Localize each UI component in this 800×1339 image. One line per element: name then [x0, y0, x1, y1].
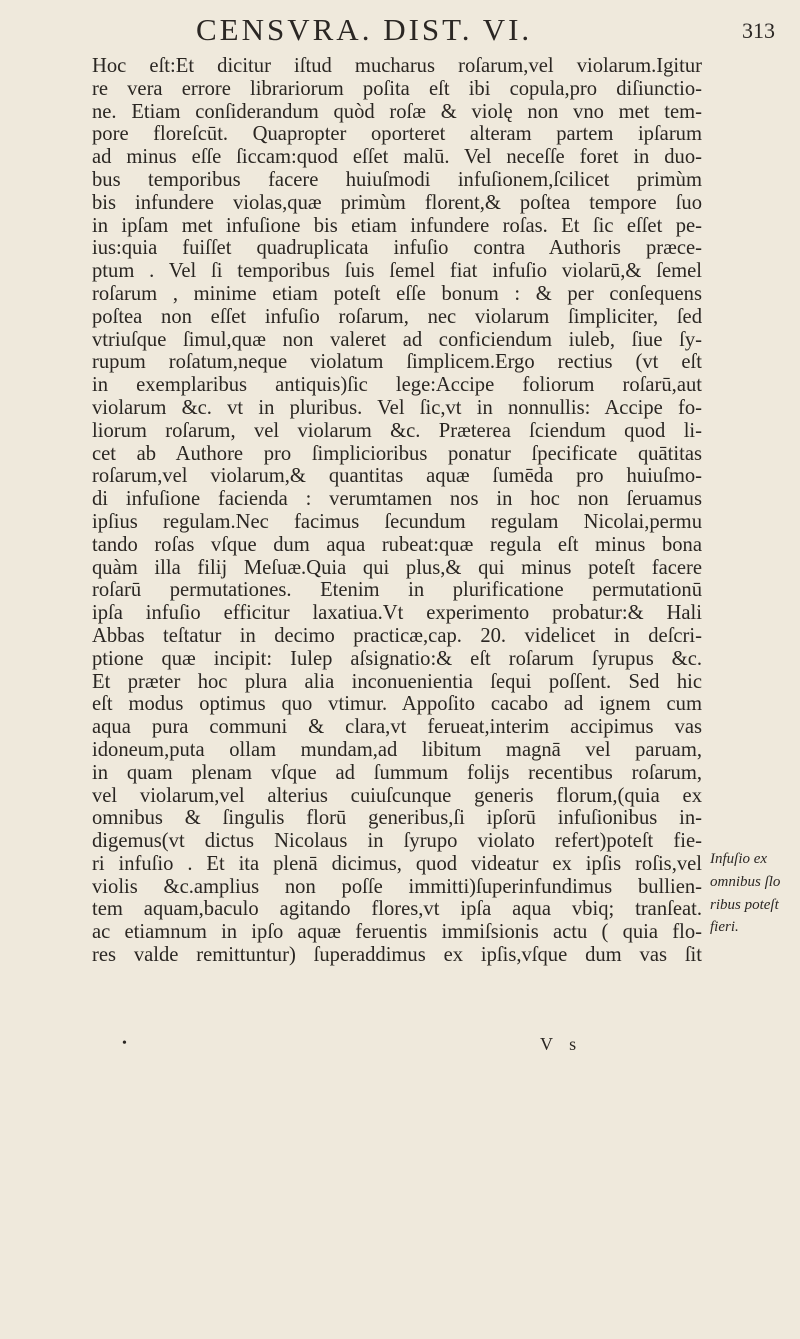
- margin-note-line: ribus poteſt: [710, 896, 779, 913]
- text-line: vel violarum,vel alterius cuiuſcunque generis florum,(quia ex: [92, 784, 702, 807]
- text-line: digemus(vt dictus Nicolaus in ſyrupo violato refert)poteſt fie-: [92, 830, 702, 853]
- page-number: 313: [742, 18, 775, 43]
- text-line: tem aquam,baculo agitando flores,vt ipſa aqua vbiq; tranſeat.: [92, 898, 702, 921]
- margin-note-line: Infuſio ex: [710, 851, 768, 867]
- text-line: poſtea non eſſet infuſio roſarum, nec violarum ſimpliciter, ſed: [92, 305, 702, 328]
- text-line: in ipſam met infuſione bis etiam infundere roſas. Et ſic eſſet pe-: [92, 214, 702, 237]
- text-line: aqua pura communi & clara,vt ferueat,interim accipimus vas: [92, 716, 702, 739]
- text-line: roſarū permutationes. Etenim in plurificatione permutationū: [92, 579, 702, 602]
- text-line: quàm illa filij Meſuæ.Quia qui plus,& qui minus poteſt facere: [92, 556, 702, 579]
- text-line: ptum . Vel ſi temporibus ſuis ſemel fiat infuſio violarū,& ſemel: [92, 260, 702, 283]
- text-line: violarum &c. vt in pluribus. Vel ſic,vt in nonnullis: Accipe fo-: [92, 396, 702, 419]
- text-line: omnibus & ſingulis florū generibus,ſi ipſorū infuſionibus in-: [92, 807, 702, 830]
- text-line: in quam plenam vſque ad ſummum folijs recentibus roſarum,: [92, 761, 702, 784]
- running-title: CENSVRA. DIST. VI.: [196, 12, 533, 47]
- text-line: ius:quia fuiſſet quadruplicata infuſio contra Authoris præce-: [92, 237, 702, 260]
- text-line: rupum roſatum,neque violatum ſimplicem.Ergo rectius (vt eſt: [92, 351, 702, 374]
- margin-note-line: fieri.: [710, 919, 739, 936]
- text-line: roſarum , minime etiam poteſt eſſe bonum : & per conſequens: [92, 282, 702, 305]
- text-line: di infuſione facienda : verumtamen nos in hoc non ſeruamus: [92, 488, 702, 511]
- text-line: liorum roſarum, vel violarum &c. Præterea ſciendum quod li-: [92, 419, 702, 442]
- text-line: re vera errore librariorum poſita eſt ibi copula,pro diſiunctio-: [92, 77, 702, 100]
- text-line: bus temporibus facere huiuſmodi infuſionem,ſcilicet primùm: [92, 168, 702, 191]
- footer-dot: •: [122, 1036, 127, 1051]
- text-line: idoneum,puta ollam mundam,ad libitum magnā vel paruam,: [92, 738, 702, 761]
- margin-note-line: omnibus ſlo: [710, 873, 781, 890]
- text-line: eſt modus optimus quo vtimur. Appoſito cacabo ad ignem cum: [92, 693, 702, 716]
- text-line: roſarum,vel violarum,& quantitas aquæ ſumēda pro huiuſmo-: [92, 465, 702, 488]
- text-line: ipſa infuſio efficitur laxatiua.Vt experimento probatur:& Hali: [92, 602, 702, 625]
- text-line: Abbas teſtatur in decimo practicæ,cap. 20. videlicet in deſcri-: [92, 624, 702, 647]
- text-line: ad minus eſſe ſiccam:quod eſſet malū. Vel neceſſe foret in duo-: [92, 146, 702, 169]
- page-header: [0, 12, 800, 52]
- text-line: cet ab Authore pro ſimplicioribus ponatur ſpecificate quātitas: [92, 442, 702, 465]
- body-text: [92, 55, 702, 967]
- signature-mark: V s: [540, 1034, 583, 1054]
- text-line: res valde remittuntur) ſuperaddimus ex ipſis,vſque dum vas ſit: [92, 944, 702, 967]
- text-line: bis infundere violas,quæ primùm florent,& poſtea tempore ſuo: [92, 191, 702, 214]
- text-line: Et præter hoc plura alia inconuenientia ſequi poſſent. Sed hic: [92, 670, 702, 693]
- text-line: ac etiamnum in ipſo aquæ feruentis immiſsionis actu ( quia flo-: [92, 921, 702, 944]
- text-line: Hoc eſt:Et dicitur iſtud mucharus roſarum,vel violarum.Igitur: [92, 55, 702, 77]
- text-line: pore floreſcūt. Quapropter oporteret alteram partem ipſarum: [92, 123, 702, 146]
- margin-notes: [710, 848, 796, 939]
- text-line: ri infuſio . Et ita plenā dicimus, quod videatur ex ipſis roſis,vel: [92, 852, 702, 875]
- text-line: ne. Etiam conſiderandum quòd roſæ & violę non vno met tem-: [92, 100, 702, 123]
- text-line: ptione quæ incipit: Iulep aſsignatio:& eſt roſarum ſyrupus &c.: [92, 647, 702, 670]
- text-line: violis &c.amplius non poſſe immitti)ſuperinfundimus bullien-: [92, 875, 702, 898]
- text-line: tando roſas vſque dum aqua rubeat:quæ regula eſt minus bona: [92, 533, 702, 556]
- text-line: in exemplaribus antiquis)ſic lege:Accipe foliorum roſarū,aut: [92, 374, 702, 397]
- text-line: ipſius regulam.Nec facimus ſecundum regulam Nicolai,permu: [92, 510, 702, 533]
- text-line: vtriuſque ſimul,quæ non valeret ad conficiendum iuleb, ſiue ſy-: [92, 328, 702, 351]
